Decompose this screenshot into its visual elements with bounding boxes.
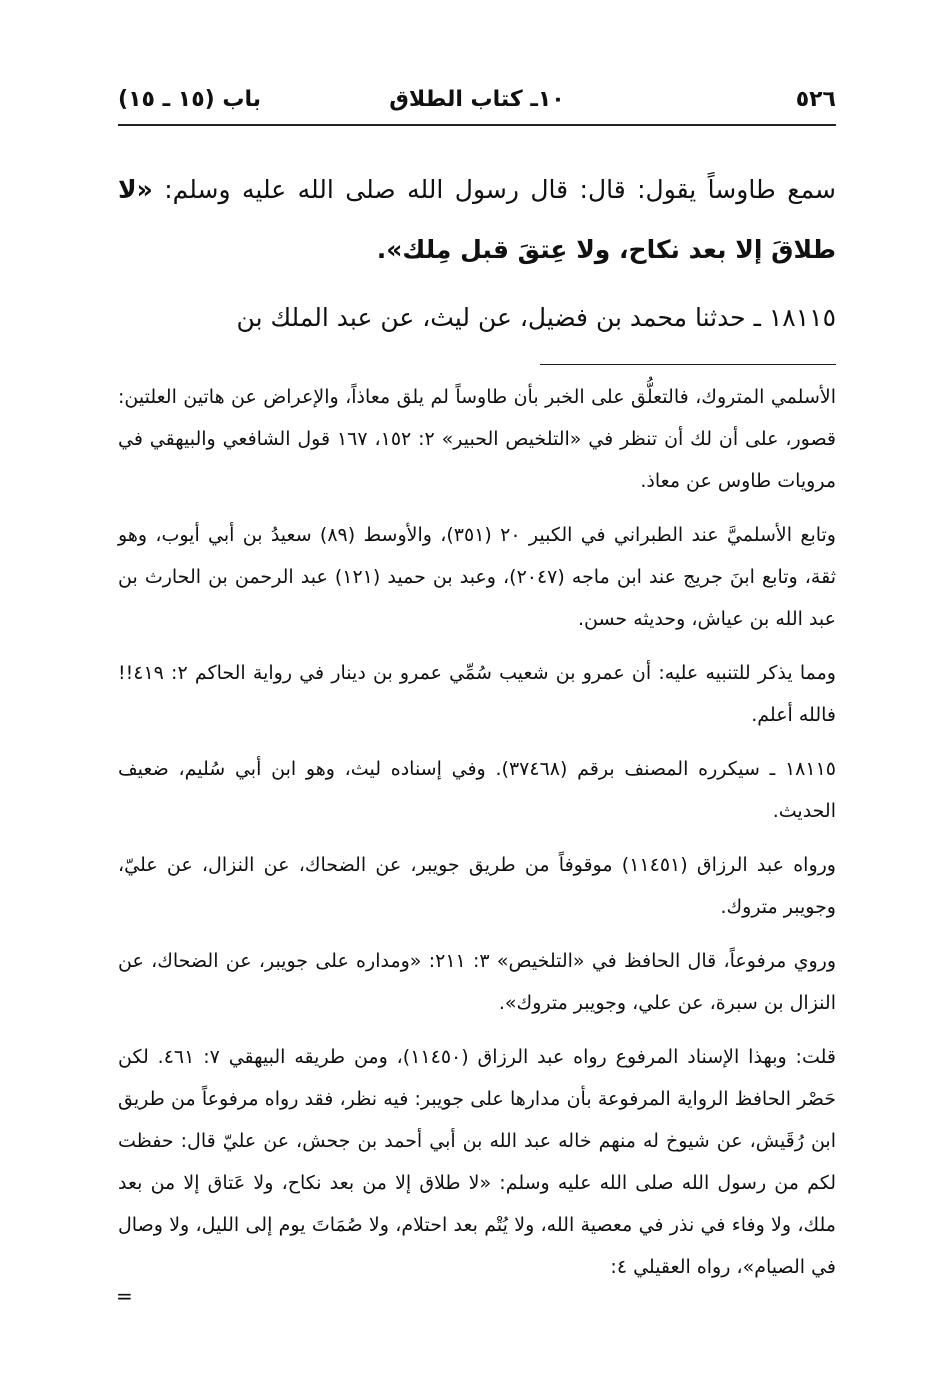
footnotes bbox=[118, 376, 836, 1300]
footnote-paragraph: ومما يذكر للتنبيه عليه: أن عمرو بن شعيب سُمِّي عمرو بن دينار في رواية الحاكم ٢: ٤١٩!! فالله أعلم. bbox=[118, 662, 836, 726]
footnote-paragraph: ١٨١١٥ ـ سيكرره المصنف برقم (٣٧٤٦٨). وفي إسناده ليث، وهو ابن أبي سُليم، ضعيف الحديث. bbox=[118, 758, 836, 822]
page-number: ٥٢٦ bbox=[795, 86, 836, 112]
main-text bbox=[118, 160, 836, 356]
footnote-paragraph: وروي مرفوعاً، قال الحافظ في «التلخيص» ٣: ٢١١: «ومداره على جويبر، عن الضحاك، عن النزال بن سبرة، عن علي، وجويبر متروك». bbox=[118, 950, 836, 1014]
footnote-separator bbox=[540, 364, 836, 365]
footnote-paragraph: قلت: وبهذا الإسناد المرفوع رواه عبد الرزاق (١١٤٥٠)، ومن طريقه البيهقي ٧: ٤٦١. لكن حَصْر الحافظ الرواية المرفوعة بأن مدارها على جويبر: فيه نظر، فقد رواه مرفوعاً من طريق ابن رُقَيش، عن شيوخ له منهم خاله عبد الله بن أبي أحمد بن جحش، عن عليّ قال: حفظت لكم من رسول الله صلى الله عليه وسلم: «لا طلاق إلا من بعد نكاح، ولا عَتاق إلا من بعد ملك، ولا وفاء في نذر في معصية الله، ولا يُتْم بعد احتلام، ولا صُمَاتَ يوم إلى الليل، ولا وصال في الصيام»، رواه العقيلي ٤: bbox=[118, 1046, 836, 1278]
book-title: ١٠ـ كتاب الطلاق bbox=[389, 86, 565, 112]
header-rule bbox=[118, 124, 836, 126]
footnote-paragraph: الأسلمي المتروك، فالتعلُّق على الخبر بأن طاوساً لم يلق معاذاً، والإعراض عن هاتين العلتين: قصور، على أن لك أن تنظر في «التلخيص الحبير» ٢: ١٥٢، ١٦٧ قول الشافعي والبيهقي في مرويات طاوس عن معاذ. bbox=[118, 386, 836, 492]
footnote-paragraph: ورواه عبد الرزاق (١١٤٥١) موقوفاً من طريق جويبر، عن الضحاك، عن النزال، عن عليّ، وجويبر متروك. bbox=[118, 854, 836, 918]
continuation-mark: = bbox=[116, 1284, 133, 1308]
running-header bbox=[118, 78, 836, 120]
footnote-paragraph: وتابع الأسلميَّ عند الطبراني في الكبير ٢٠ (٣٥١)، والأوسط (٨٩) سعيدُ بن أبي أيوب، وهو ثقة، وتابع ابنَ جريج عند ابن ماجه (٢٠٤٧)، وعبد بن حميد (١٢١) عبد الرحمن بن الحارث بن عبد الله بن عياش، وحديثه حسن. bbox=[118, 524, 836, 630]
main-paragraph-1 bbox=[118, 160, 836, 280]
main-paragraph-2: ١٨١١٥ ـ حدثنا محمد بن فضيل، عن ليث، عن عبد الملك بن bbox=[236, 303, 836, 332]
main-paragraph-1-text: سمع طاوساً يقول: قال: قال رسول الله صلى الله عليه وسلم: bbox=[152, 175, 836, 204]
chapter-reference: باب (١٥ ـ ١٥) bbox=[118, 86, 261, 112]
hadith-quote: «لا طلاقَ إلا بعد نكاح، ولا عِتقَ قبل مِلك». bbox=[118, 175, 836, 264]
